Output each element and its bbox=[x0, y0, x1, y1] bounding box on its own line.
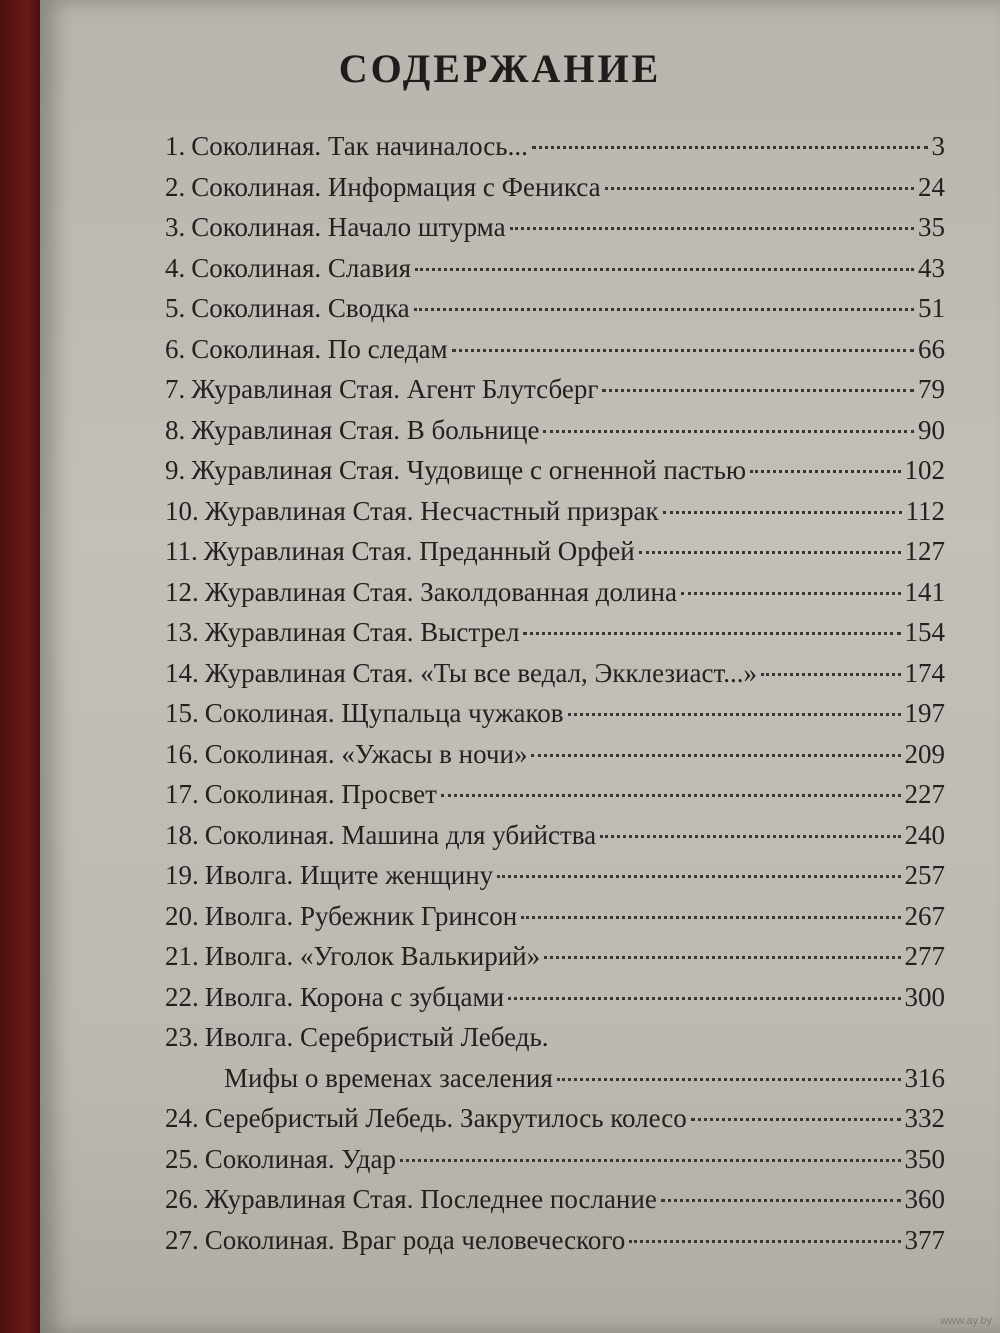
entry-number: 25. bbox=[165, 1143, 199, 1174]
dot-leader bbox=[681, 591, 901, 595]
entry-page: 350 bbox=[904, 1143, 945, 1174]
entry-number: 4. bbox=[165, 252, 186, 283]
toc-entry bbox=[165, 491, 945, 532]
toc-entry bbox=[165, 1220, 945, 1261]
entry-number: 2. bbox=[165, 171, 186, 202]
entry-page: 66 bbox=[918, 333, 945, 364]
entry-number: 7. bbox=[165, 374, 186, 404]
entry-title: Соколиная. Информация с Феникса bbox=[191, 171, 601, 202]
entry-page: 240 bbox=[904, 819, 945, 850]
entry-title: Иволга. Ищите женщину bbox=[204, 860, 494, 890]
toc-entry bbox=[165, 896, 945, 937]
entry-page: 377 bbox=[904, 1224, 945, 1255]
toc-entry bbox=[165, 572, 945, 613]
entry-title: Соколиная. Машина для убийства bbox=[204, 819, 597, 850]
toc-entry bbox=[165, 1179, 945, 1220]
dot-leader bbox=[544, 955, 900, 959]
entry-title: Соколиная. Удар bbox=[204, 1143, 396, 1174]
toc-entry bbox=[165, 1098, 945, 1139]
toc-entry bbox=[165, 977, 945, 1018]
table-of-contents bbox=[165, 126, 945, 1260]
entry-number: 5. bbox=[165, 293, 186, 323]
entry-number: 8. bbox=[165, 414, 186, 445]
dot-leader bbox=[557, 1077, 901, 1081]
entry-page: 174 bbox=[904, 657, 945, 688]
entry-page: 154 bbox=[904, 617, 945, 647]
entry-title: Мифы о временах заселения bbox=[224, 1062, 553, 1093]
entry-page: 127 bbox=[904, 536, 945, 566]
entry-title: Журавлиная Стая. Чудовище с огненной пастью bbox=[191, 455, 747, 485]
entry-number: 16. bbox=[165, 738, 199, 769]
toc-entry bbox=[165, 1139, 945, 1180]
entry-number: 15. bbox=[165, 698, 199, 728]
toc-entry bbox=[165, 126, 945, 167]
dot-leader bbox=[508, 996, 900, 1000]
page-title: СОДЕРЖАНИЕ bbox=[338, 45, 662, 91]
entry-page: 209 bbox=[904, 738, 945, 769]
entry-number: 12. bbox=[165, 576, 199, 607]
entry-page: 3 bbox=[931, 131, 945, 161]
entry-number: 23. bbox=[165, 1022, 199, 1052]
entry-title: Соколиная. Враг рода человеческого bbox=[204, 1224, 626, 1255]
entry-title: Журавлиная Стая. Агент Блутсберг bbox=[191, 374, 599, 404]
entry-page: 360 bbox=[904, 1184, 945, 1214]
toc-entry-continuation bbox=[165, 1058, 945, 1099]
dot-leader bbox=[400, 1158, 901, 1162]
dot-leader bbox=[639, 550, 901, 554]
entry-title: Соколиная. Сводка bbox=[191, 293, 410, 323]
toc-entry bbox=[165, 531, 945, 572]
entry-title: Серебристый Лебедь. Закрутилось колесо bbox=[204, 1103, 687, 1133]
dot-leader bbox=[414, 307, 914, 311]
entry-title: Иволга. Серебристый Лебедь. bbox=[204, 1022, 549, 1052]
dot-leader bbox=[497, 874, 900, 878]
entry-number: 20. bbox=[165, 900, 199, 931]
entry-title: Журавлиная Стая. В больнице bbox=[191, 414, 540, 445]
entry-title: Соколиная. «Ужасы в ночи» bbox=[204, 738, 528, 769]
entry-title: Соколиная. Щупальца чужаков bbox=[204, 698, 564, 728]
entry-title: Соколиная. Начало штурма bbox=[191, 212, 506, 242]
dot-leader bbox=[523, 631, 900, 635]
entry-title: Журавлиная Стая. Выстрел bbox=[204, 617, 520, 647]
entry-page: 257 bbox=[904, 860, 945, 890]
entry-title: Соколиная. Так начиналось... bbox=[191, 131, 528, 161]
entry-title: Соколиная. Просвет bbox=[204, 779, 437, 809]
entry-page: 51 bbox=[918, 293, 945, 323]
watermark: www.ay.by bbox=[940, 1315, 992, 1327]
entry-title: Соколиная. Славия bbox=[191, 252, 412, 283]
entry-page: 79 bbox=[918, 374, 945, 404]
dot-leader bbox=[605, 186, 914, 190]
dot-leader bbox=[543, 429, 914, 433]
toc-entry bbox=[165, 734, 945, 775]
toc-entry bbox=[165, 855, 945, 896]
entry-page: 141 bbox=[904, 576, 945, 607]
entry-page: 277 bbox=[904, 941, 945, 971]
toc-entry bbox=[165, 248, 945, 289]
entry-number: 6. bbox=[165, 333, 186, 364]
entry-page: 300 bbox=[904, 981, 945, 1012]
entry-number: 21. bbox=[165, 941, 199, 971]
entry-number: 10. bbox=[165, 495, 199, 526]
dot-leader bbox=[510, 226, 914, 230]
toc-entry bbox=[165, 774, 945, 815]
entry-title: Иволга. «Уголок Валькирий» bbox=[204, 941, 541, 971]
dot-leader bbox=[691, 1117, 901, 1121]
dot-leader bbox=[600, 834, 900, 838]
entry-page: 90 bbox=[918, 414, 945, 445]
entry-title: Журавлиная Стая. Преданный Орфей bbox=[203, 536, 635, 566]
toc-entry bbox=[165, 369, 945, 410]
entry-page: 267 bbox=[904, 900, 945, 931]
entry-number: 27. bbox=[165, 1224, 199, 1255]
entry-title: Журавлиная Стая. Заколдованная долина bbox=[204, 576, 677, 607]
entry-page: 24 bbox=[918, 171, 945, 202]
toc-entry bbox=[165, 612, 945, 653]
dot-leader bbox=[568, 712, 901, 716]
entry-number: 22. bbox=[165, 981, 199, 1012]
entry-title: Иволга. Рубежник Гринсон bbox=[204, 900, 518, 931]
dot-leader bbox=[531, 753, 900, 757]
entry-page: 227 bbox=[904, 779, 945, 809]
entry-page: 112 bbox=[905, 495, 945, 526]
dot-leader bbox=[532, 145, 928, 149]
toc-entry bbox=[165, 410, 945, 451]
entry-page: 43 bbox=[918, 252, 945, 283]
entry-number: 26. bbox=[165, 1184, 199, 1214]
dot-leader bbox=[661, 1198, 901, 1202]
entry-title: Журавлиная Стая. «Ты все ведал, Экклезиаст...» bbox=[204, 657, 757, 688]
dot-leader bbox=[629, 1239, 900, 1243]
toc-entry bbox=[165, 207, 945, 248]
toc-entry bbox=[165, 1017, 945, 1058]
entry-page: 102 bbox=[904, 455, 945, 485]
entry-page: 316 bbox=[904, 1062, 945, 1093]
entry-number: 11. bbox=[165, 536, 198, 566]
dot-leader bbox=[750, 469, 900, 473]
toc-entry bbox=[165, 167, 945, 208]
dot-leader bbox=[521, 915, 900, 919]
dot-leader bbox=[452, 348, 914, 352]
entry-title: Соколиная. По следам bbox=[191, 333, 448, 364]
toc-entry bbox=[165, 815, 945, 856]
toc-entry bbox=[165, 329, 945, 370]
entry-number: 14. bbox=[165, 657, 199, 688]
entry-number: 17. bbox=[165, 779, 199, 809]
entry-number: 9. bbox=[165, 455, 186, 485]
entry-page: 197 bbox=[904, 698, 945, 728]
toc-entry bbox=[165, 653, 945, 694]
dot-leader bbox=[663, 510, 902, 514]
dot-leader bbox=[415, 267, 914, 271]
entry-number: 1. bbox=[165, 131, 186, 161]
toc-entry bbox=[165, 450, 945, 491]
entry-number: 19. bbox=[165, 860, 199, 890]
toc-entry bbox=[165, 693, 945, 734]
entry-page: 332 bbox=[904, 1103, 945, 1133]
entry-page: 35 bbox=[918, 212, 945, 242]
entry-number: 18. bbox=[165, 819, 199, 850]
toc-entry bbox=[165, 936, 945, 977]
entry-title: Журавлиная Стая. Несчастный призрак bbox=[204, 495, 659, 526]
entry-number: 13. bbox=[165, 617, 199, 647]
dot-leader bbox=[602, 388, 914, 392]
entry-number: 3. bbox=[165, 212, 186, 242]
toc-entry bbox=[165, 288, 945, 329]
entry-number: 24. bbox=[165, 1103, 199, 1133]
entry-title: Иволга. Корона с зубцами bbox=[204, 981, 505, 1012]
dot-leader bbox=[761, 672, 901, 676]
dot-leader bbox=[441, 793, 901, 797]
entry-title: Журавлиная Стая. Последнее послание bbox=[204, 1184, 657, 1214]
